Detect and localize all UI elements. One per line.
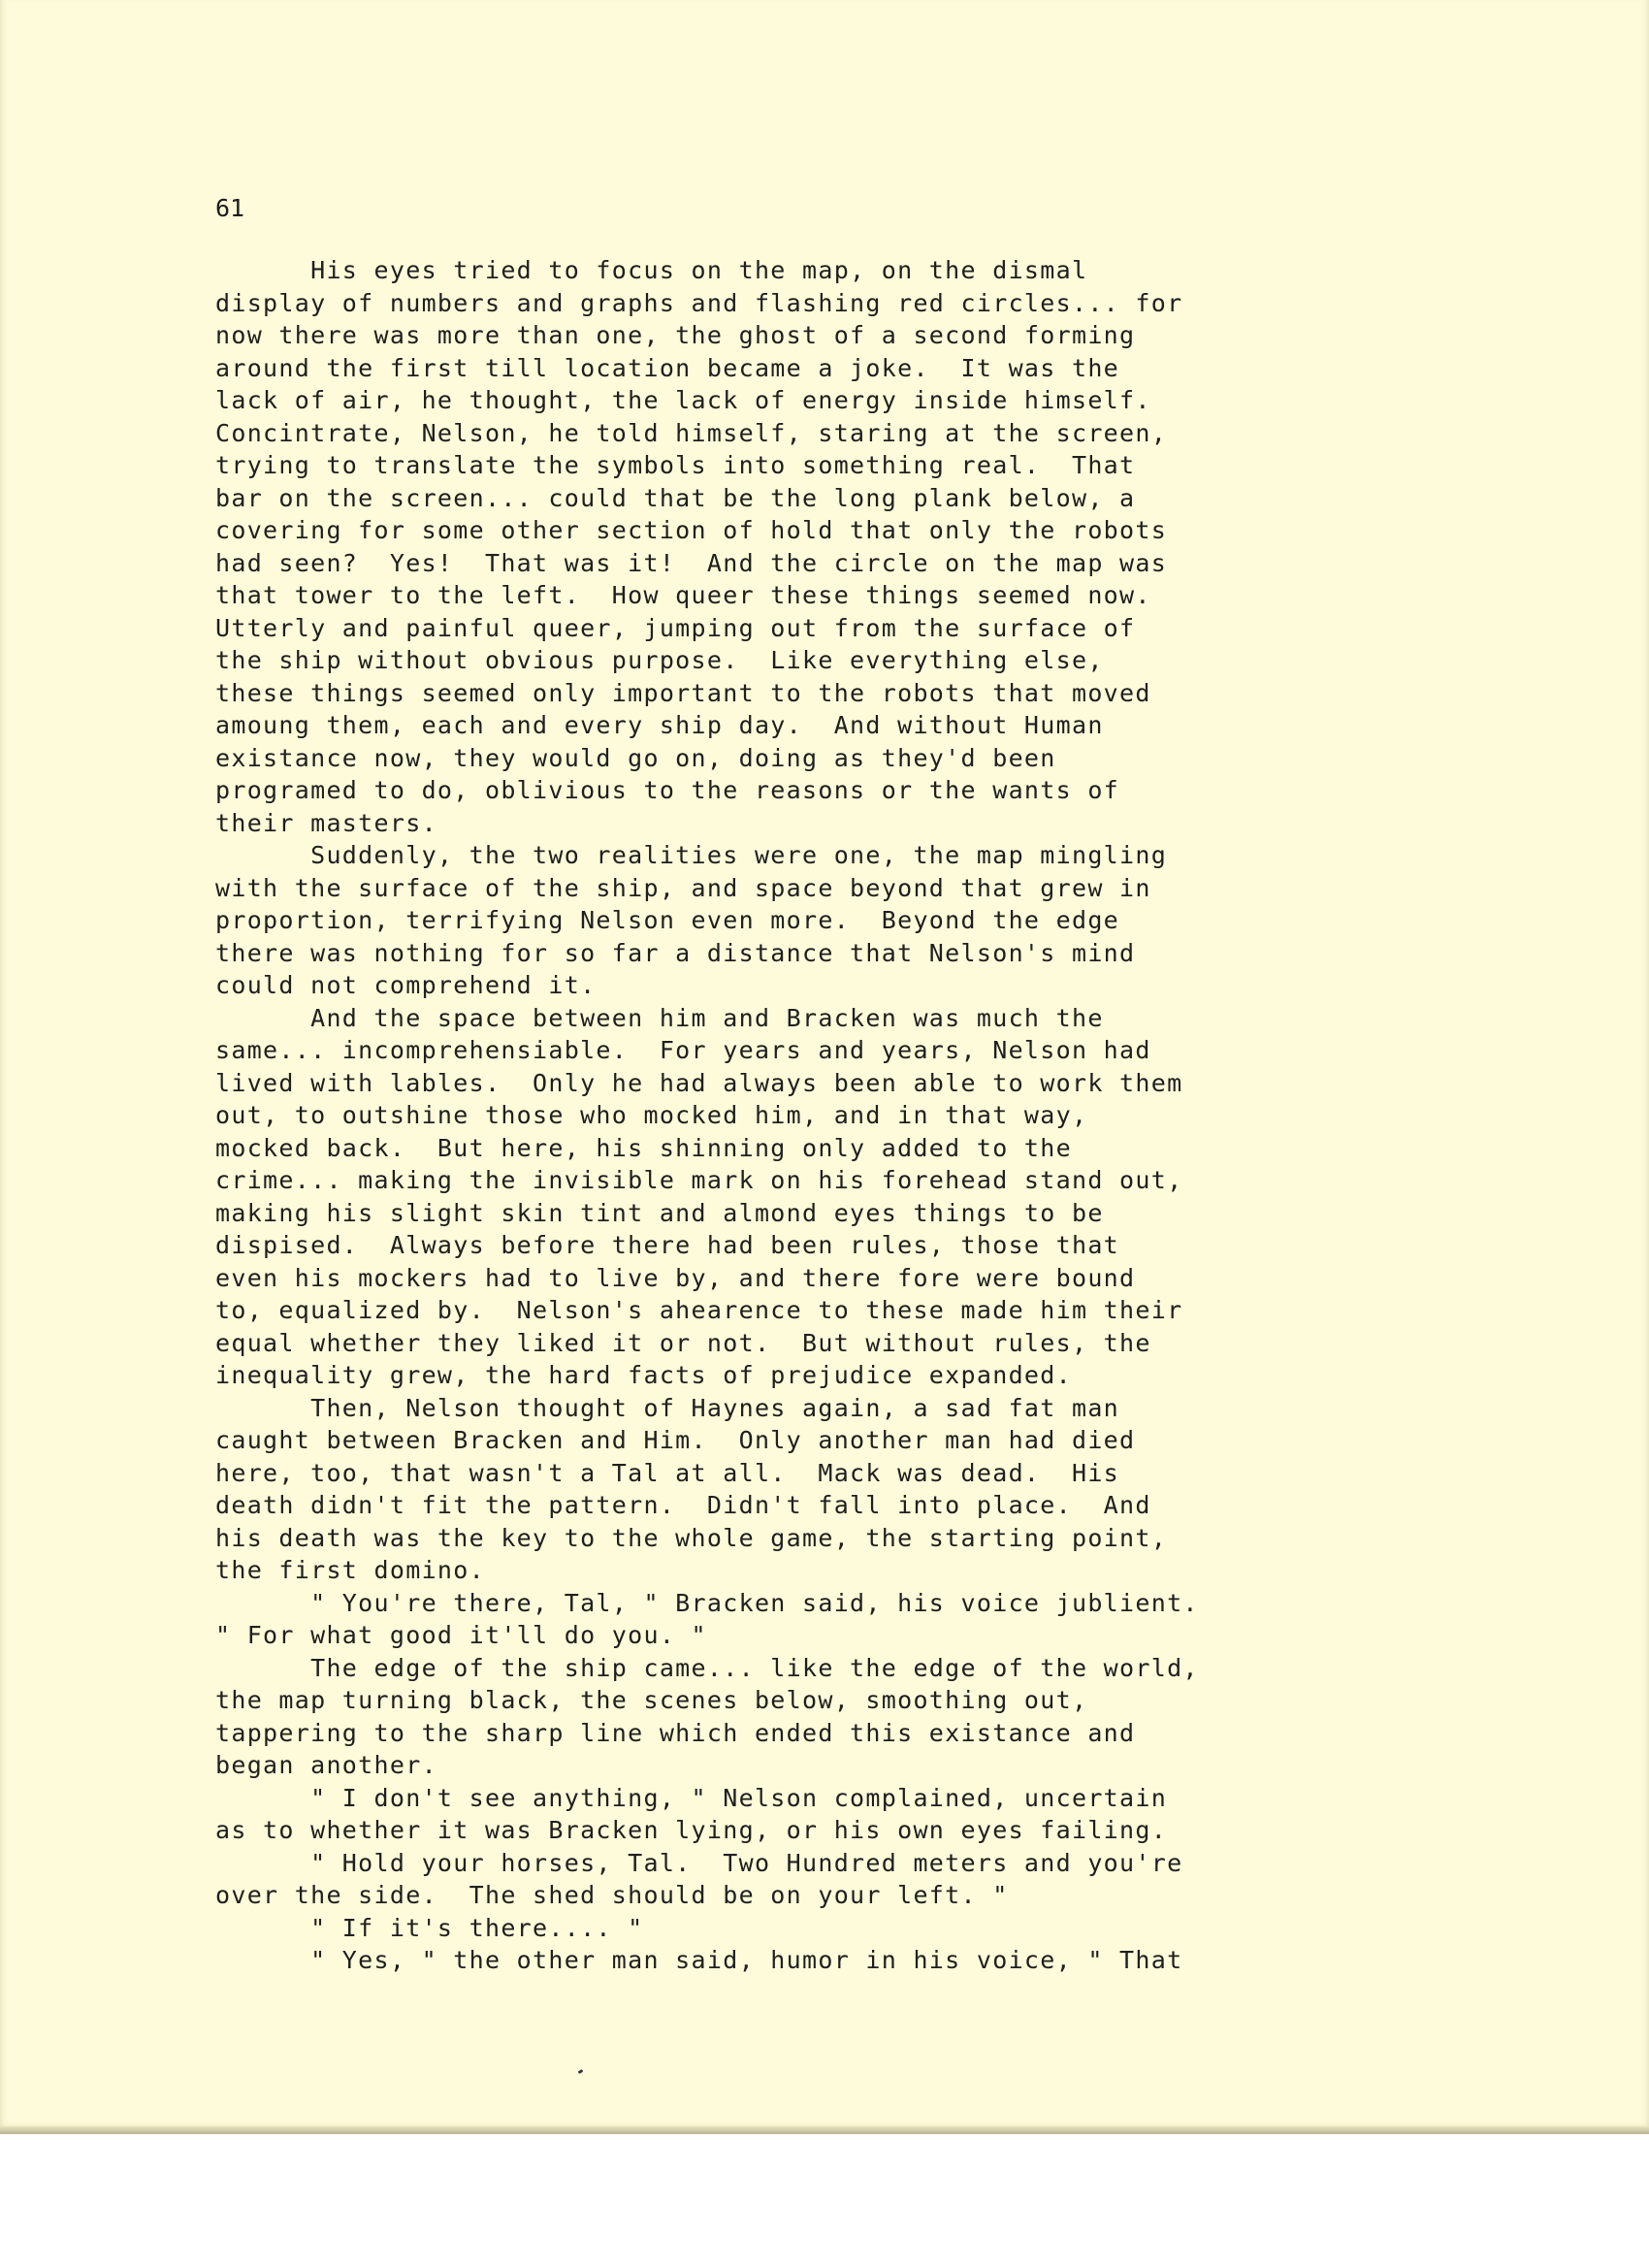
text-line: covering for some other section of hold that only the robots (215, 516, 1168, 544)
text-line: even his mockers had to live by, and there fore were bound (215, 1263, 1136, 1292)
text-line: " I don't see anything, " Nelson complained, uncertain (215, 1783, 1168, 1812)
text-line: there was nothing for so far a distance that Nelson's mind (215, 938, 1136, 967)
manuscript-text (215, 254, 1418, 1977)
text-line: mocked back. But here, his shinning only added to the (215, 1133, 1072, 1162)
text-line: " For what good it'll do you. " (215, 1621, 707, 1649)
text-line: around the first till location became a joke. It was the (215, 353, 1120, 382)
paper-bottom-edge (0, 2126, 1649, 2134)
text-line: same... incomprehensiable. For years and years, Nelson had (215, 1036, 1151, 1064)
text-line: existance now, they would go on, doing as they'd been (215, 743, 1056, 772)
text-line: And the space between him and Bracken was much the (215, 1003, 1104, 1032)
text-line: dispised. Always before there had been rules, those that (215, 1231, 1120, 1259)
text-line: here, too, that wasn't a Tal at all. Mack was dead. His (215, 1458, 1120, 1487)
stray-ink-mark (578, 2069, 584, 2074)
text-line: death didn't fit the pattern. Didn't fall into place. And (215, 1491, 1151, 1519)
text-line: programed to do, oblivious to the reasons or the wants of (215, 776, 1120, 804)
text-line: lived with lables. Only he had always been able to work them (215, 1068, 1183, 1097)
text-line: inequality grew, the hard facts of prejudice expanded. (215, 1361, 1072, 1389)
text-line: the ship without obvious purpose. Like everything else, (215, 646, 1104, 674)
text-line: equal whether they liked it or not. But without rules, the (215, 1328, 1151, 1357)
text-line: " You're there, Tal, " Bracken said, his voice jublient. (215, 1588, 1199, 1617)
text-line: the map turning black, the scenes below, smoothing out, (215, 1686, 1088, 1714)
text-line: that tower to the left. How queer these things seemed now. (215, 581, 1151, 609)
text-line: making his slight skin tint and almond eyes things to be (215, 1198, 1104, 1227)
text-line: crime... making the invisible mark on his forehead stand out, (215, 1166, 1183, 1194)
text-line: trying to translate the symbols into something real. That (215, 451, 1136, 479)
text-line: these things seemed only important to the robots that moved (215, 678, 1151, 707)
text-line: proportion, terrifying Nelson even more. Beyond the edge (215, 906, 1120, 934)
text-line: over the side. The shed should be on your left. " (215, 1881, 1009, 1909)
text-line: as to whether it was Bracken lying, or his own eyes failing. (215, 1816, 1168, 1844)
text-line: his death was the key to the whole game, the starting point, (215, 1523, 1168, 1552)
text-line: now there was more than one, the ghost of a second forming (215, 321, 1136, 349)
text-line: their masters. (215, 808, 437, 837)
text-line: had seen? Yes! That was it! And the circle on the map was (215, 548, 1168, 577)
text-line: bar on the screen... could that be the long plank below, a (215, 483, 1136, 512)
page-number: 61 (215, 194, 245, 222)
text-line: out, to outshine those who mocked him, and in that way, (215, 1101, 1088, 1129)
text-line: lack of air, he thought, the lack of energy inside himself. (215, 386, 1151, 414)
text-line: " Yes, " the other man said, humor in his voice, " That (215, 1946, 1183, 1974)
text-line: Utterly and painful queer, jumping out from the surface of (215, 613, 1136, 642)
text-line: display of numbers and graphs and flashing red circles... for (215, 288, 1183, 317)
text-line: the first domino. (215, 1556, 485, 1584)
text-line: " If it's there.... " (215, 1913, 644, 1942)
text-line: began another. (215, 1751, 437, 1779)
text-line: caught between Bracken and Him. Only another man had died (215, 1426, 1136, 1454)
text-line: The edge of the ship came... like the edge of the world, (215, 1653, 1199, 1682)
text-line: to, equalized by. Nelson's ahearence to these made him their (215, 1296, 1183, 1324)
text-line: His eyes tried to focus on the map, on the dismal (215, 256, 1088, 284)
text-line: could not comprehend it. (215, 971, 597, 999)
text-line: with the surface of the ship, and space beyond that grew in (215, 873, 1151, 902)
text-line: tappering to the sharp line which ended this existance and (215, 1718, 1136, 1747)
text-line: amoung them, each and every ship day. And without Human (215, 711, 1104, 739)
text-line: " Hold your horses, Tal. Two Hundred meters and you're (215, 1848, 1183, 1877)
text-line: Suddenly, the two realities were one, the map mingling (215, 841, 1168, 869)
text-line: Then, Nelson thought of Haynes again, a sad fat man (215, 1393, 1120, 1422)
text-line: Concintrate, Nelson, he told himself, staring at the screen, (215, 418, 1168, 447)
